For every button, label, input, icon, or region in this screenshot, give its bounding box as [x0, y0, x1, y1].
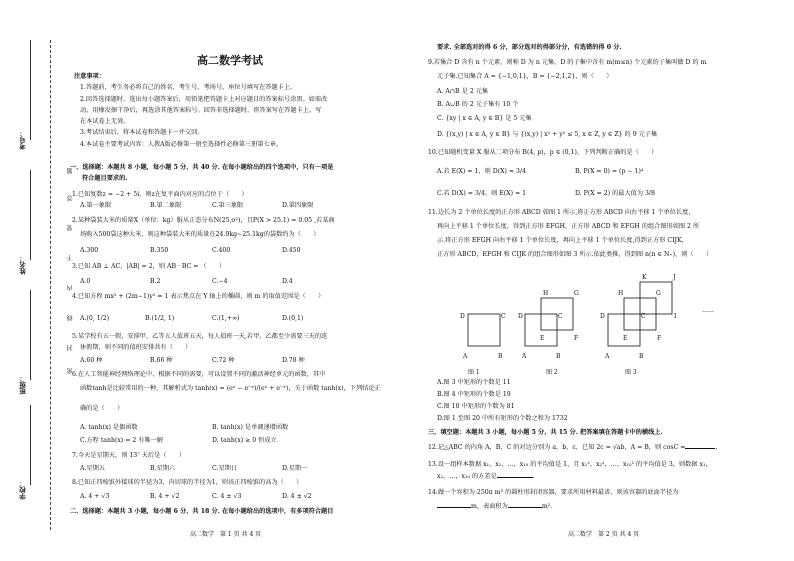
- question-13: 13.设一组样本数据 x₁，x₂，…，x₁₀ 的平均值是 1，且 x₁²，x₂²，…，x₁₀² 的平均值是 3，则数据 x₁，: [428, 461, 712, 468]
- section-3-heading: 三、填空题：本题共 3 小题，每小题 5 分，共 15 分. 把答案填在答题卡中的横线上.: [428, 429, 663, 436]
- q5-option-a: A.60 种: [80, 357, 103, 364]
- q11-option-b: B.图 4 中矩形的个数是 19: [437, 391, 511, 398]
- fig2-label-f: F: [574, 335, 579, 342]
- question-11-cont3: 正方形 ABCD，EFGH 和 CIJK 的组合图形如图 3 所示.依此类推，得到图 n(n ∈ N₊)，则（ ）: [437, 251, 713, 258]
- fig3-label-c: C: [641, 313, 646, 320]
- section-2-heading: 二、选择题：本题共 3 小题，每小题 6 分，共 18 分. 在每小题给出的选项中，有多项符合题目: [70, 508, 334, 515]
- q5-option-c: C.72 种: [212, 357, 235, 364]
- section-2-heading-cont: 要求. 全部选对的得 6 分，部分选对的得部分分，有选错的得 0 分.: [437, 44, 622, 51]
- question-3: 3.已知 AB ⊥ AC，|AB| = 2，则 AB · BC = （ ）: [72, 263, 226, 270]
- banji-label: 班级：: [19, 375, 27, 395]
- q14-area-blank[interactable]: [508, 507, 542, 508]
- fig2-label-a: A: [522, 353, 527, 360]
- q10-option-c: C.若 D(X) = 3/4，则 E(X) = 1: [437, 190, 527, 197]
- footer-page-2: 高二数学 第 2 页 共 4 页: [568, 531, 640, 538]
- fig3-label-f: F: [657, 335, 662, 342]
- seal-char: 内: [67, 285, 74, 291]
- q2-option-d: D.450: [282, 247, 301, 254]
- question-6-cont: 函数tanh是比较常用的一种，其解析式为 tanh(x) = (eˣ − e⁻ˣ)/(eˣ + e⁻ˣ)，关于函数 tanh(x)，下列结论正: [80, 385, 381, 392]
- fig2-label-d: D: [518, 313, 523, 320]
- question-11: 11.边长为 2 个单位长度的正方形 ABCD 如图 1 所示,将正方形 ABCD 向右平移 1 个单位长度，: [428, 209, 695, 216]
- q6-option-a: A. tanh(x) 是偶函数: [80, 424, 138, 431]
- fig3-label-b: B: [639, 353, 644, 360]
- fig3-label-i: I: [674, 313, 677, 320]
- fig1-label-d: D: [460, 313, 465, 320]
- question-5: 5.某学校有五一假，安排甲、乙等五人值班五天，每人值班一天,若甲、乙都至少需要三天的连: [72, 333, 328, 340]
- q12-answer-blank[interactable]: [685, 448, 715, 449]
- notice-line: 3.考试结束后，将本试卷和答题卡一并交回。: [80, 129, 204, 136]
- figure-ellipsis: ……: [702, 307, 714, 314]
- q11-option-c: C.图 10 中矩形的个数为 81: [437, 403, 515, 410]
- q6-option-b: B. tanh(x) 是单调递增函数: [212, 424, 289, 431]
- q1-option-a: A.第一象限: [80, 202, 112, 209]
- question-2: 2.某种袋装大米的质量X（单位：kg）服从正态分布N(25,σ²)，且P(X > 25.1) = 0.05 ,若某商: [72, 217, 335, 224]
- q7-option-c: C.星期日: [212, 465, 238, 472]
- question-5-cont: 休假期，则不同的值班安排共有（ ）: [80, 344, 192, 351]
- fig3-label-e: E: [623, 335, 628, 342]
- xuexiao-label: 学校：: [19, 480, 27, 500]
- q1-option-c: C.第三象限: [212, 202, 244, 209]
- fig1-label-a: A: [463, 353, 468, 360]
- page-title: 高二数学考试: [197, 54, 263, 67]
- question-12: 12.记△ABC 的内角 A，B，C 的对边分别为 a，b，c，已知 2c = √ab，A = B，则 cosC = .: [428, 444, 718, 451]
- figure-1-caption: 图 1: [468, 369, 480, 376]
- question-10: 10.已知随机变量 X 服从二项分布 B(4, p)，p ∈ (0,1)，下列判断正确的是（ ）: [428, 149, 658, 156]
- q7-option-b: B.星期六: [150, 465, 176, 472]
- fig2-label-e: E: [540, 335, 545, 342]
- q5-option-b: B.66 种: [150, 357, 173, 364]
- notice-heading: 注意事项：: [74, 73, 105, 80]
- xuexiao-line: [30, 405, 31, 485]
- banji-line: [30, 290, 31, 380]
- question-11-cont2: 示.将正方形 EFGH 向右平移 1 个单位长度，再向上平移 1 个单位长度,得到正方形 CIJK，: [437, 237, 688, 244]
- q5-option-d: D.78 种: [282, 357, 305, 364]
- q11-option-d: D.图 1 至图 20 中所有矩形的个数之和为 1732: [437, 415, 568, 422]
- xingming-label: 姓名：: [19, 255, 27, 275]
- binding-line: [50, 40, 51, 530]
- question-14-text-a: m，表面积为: [471, 503, 508, 510]
- question-9: 9.若集合 D 含有 n 个元素，则称 D 为 n 元集，D 的子集中含有 m(m≤n) 个元素的子集叫做 D 的 m: [428, 59, 707, 66]
- question-14-text-b: m².: [541, 503, 553, 510]
- figure-2-caption: 图 2: [546, 369, 558, 376]
- q10-option-d: D. P(X = 2) 的最大值为 3/8: [575, 190, 655, 197]
- q4-option-a: A.(0, 1/2): [80, 315, 110, 322]
- q6-option-d: D. tanh(x) ≥ 0 恒成立: [212, 437, 277, 444]
- question-6: 6.在人工智能神经网络理论中，根据不同的需要，可以设置不同的激活神经单元的函数，其中: [72, 371, 326, 378]
- fig1-label-b: B: [498, 353, 503, 360]
- fig3-label-d: D: [600, 313, 605, 320]
- kaohao-label: 考号：: [19, 130, 27, 150]
- question-14: 14.做一个容积为 250π m³ 的圆柱形封闭容器，要求所用材料最省，则该容器的底面半径为: [428, 489, 679, 496]
- q4-option-d: D.(0,1): [282, 315, 304, 322]
- question-11-cont: 再向上平移 1 个单位长度，得到正方形 EFGH，正方形 ABCD 和 EFGH 的组合图形如图 2 所: [437, 223, 700, 230]
- question-6-cont2: 确的是（ ）: [80, 405, 124, 412]
- notice-line: 4.本试卷主要考试内容：人教A版必修第一册至选择性必修第三册第七章。: [80, 141, 283, 148]
- notice-line: 2.回答选择题时，选出每小题答案后，用铅笔把答题卡上对应题目的答案标号涂黑。如需改: [80, 96, 328, 103]
- q4-option-c: C.(1,+∞): [212, 315, 240, 322]
- fig2-label-c: C: [558, 313, 563, 320]
- question-13-text: x₂，…，x₁₀ 的方差是: [437, 473, 497, 480]
- q9-option-b: B. A∪B 的 2 元子集有 10 个: [437, 101, 519, 108]
- fig3-label-g: G: [656, 290, 661, 297]
- fig1-square-abcd: [468, 314, 500, 346]
- q14-radius-blank[interactable]: [437, 507, 471, 508]
- q3-option-b: B.2: [150, 278, 161, 285]
- q8-option-c: C. 4 ± √3: [212, 493, 242, 500]
- q8-option-b: B. 4 + √2: [150, 493, 180, 500]
- q8-option-d: D. 4 ± √2: [282, 493, 312, 500]
- question-4: 4.已知方程 mx² + (2m−1)y² = 1 表示焦点在 Y 轴上的椭圆，则 m 的取值范围是（ ）: [72, 293, 325, 300]
- q13-answer-blank[interactable]: [497, 477, 533, 478]
- fig3-label-j: J: [673, 274, 676, 281]
- q9-option-d: D. {(x,y) | x ∈ A, y ∈ B} 与 {(x,y) | x² + y² ≤ 5, x ∈ Z, y ∈ Z} 的 9 元子集: [437, 131, 658, 138]
- fig2-label-h: H: [543, 290, 549, 297]
- q2-option-b: B.350: [150, 247, 169, 254]
- q9-option-c: C. {xy | x ∈ A, y ∈ B} 是 5 元集: [437, 115, 532, 122]
- notice-line: 1.答题前，考生务必将自己的姓名、考生号、考场号、座位号填写在答题卡上。: [80, 84, 297, 91]
- question-1: 1.已知复数z = −2 + 5i，则z在复平面内对应的点位于（ ）: [72, 191, 248, 198]
- xingming-line: [30, 170, 31, 260]
- fig3-label-h: H: [618, 290, 624, 297]
- q1-option-b: B.第二象限: [150, 202, 182, 209]
- figure-squares: [430, 268, 760, 378]
- q3-option-c: C.−4: [212, 278, 228, 285]
- question-7: 7.今天是星期天，则 13⁷ 天后是（ ）: [72, 452, 186, 459]
- question-13-cont: x₂，…，x₁₀ 的方差是 .: [437, 473, 535, 480]
- q8-option-a: A. 4 + √3: [80, 493, 110, 500]
- question-9-cont: 元子集.已知集合 A = {−1,0,1}，B = {−2,1,2}，则（ ）: [437, 73, 613, 80]
- q10-option-b: B. P(X = 0) = (p − 1)⁴: [575, 168, 644, 175]
- q7-option-a: A.星期五: [80, 465, 105, 472]
- q1-option-d: D.第四象限: [282, 202, 314, 209]
- fig3-label-k: K: [642, 274, 647, 281]
- q6-option-c: C.方程 tanh(x) = 2 有唯一解: [80, 437, 164, 444]
- q11-option-a: A.图 3 中矩形的个数是 11: [437, 379, 511, 386]
- notice-line: 在本试卷上无效。: [80, 118, 130, 125]
- q7-option-d: D.星期一: [282, 465, 308, 472]
- q10-option-a: A.若 E(X) = 1，则 D(X) = 3/4: [437, 168, 527, 175]
- seal-char: 封: [67, 345, 74, 351]
- fig1-label-c: C: [501, 313, 506, 320]
- q4-option-b: B.(1/2, 1): [145, 315, 175, 322]
- section-1-heading-cont: 符合题目要求的.: [82, 175, 128, 182]
- question-14-cont: [437, 502, 552, 512]
- seal-char: 要: [67, 225, 74, 231]
- seal-char: 线: [67, 315, 74, 321]
- q3-option-d: D.4: [282, 278, 293, 285]
- q9-option-a: A. A∩B 是 2 元集: [437, 88, 489, 95]
- q2-option-c: C.400: [212, 247, 231, 254]
- fig2-label-g: G: [574, 290, 579, 297]
- fig3-label-a: A: [605, 353, 610, 360]
- figure-3-caption: 图 3: [625, 369, 637, 376]
- seal-char: 密: [67, 368, 74, 374]
- notice-line: 动，用橡皮擦干净后，再选涂其他答案标号。回答非选择题时，将答案写在答题卡上。写: [80, 107, 322, 114]
- seal-char: 不: [67, 255, 74, 261]
- q3-option-a: A.0: [80, 278, 91, 285]
- q2-option-a: A.300: [80, 247, 99, 254]
- seal-char: 题: [67, 168, 74, 174]
- kaohao-line: [30, 40, 31, 140]
- seal-char: 答: [67, 195, 74, 201]
- section-1-heading: 一、选择题：本题共 8 小题，每小题 5 分，共 40 分. 在每小题给出的四个选项中，只有一项是: [70, 164, 334, 171]
- fig2-label-b: B: [556, 353, 561, 360]
- footer-page-1: 高二数学 第 1 页 共 4 页: [190, 531, 262, 538]
- question-8: 8.已知正四棱锥外接球的半径为3，内切球的半径为1，则该正四棱锥的高为（ ）: [72, 479, 303, 486]
- question-2-cont: 场购入500袋这种大米，则这种袋装大米的质量在24.9kg~25.1kg的袋数约为（ ）: [80, 231, 320, 238]
- question-12-text: 12.记△ABC 的内角 A，B，C 的对边分别为 a，b，c，已知 2c = √ab，A = B，则 cosC =: [428, 444, 686, 451]
